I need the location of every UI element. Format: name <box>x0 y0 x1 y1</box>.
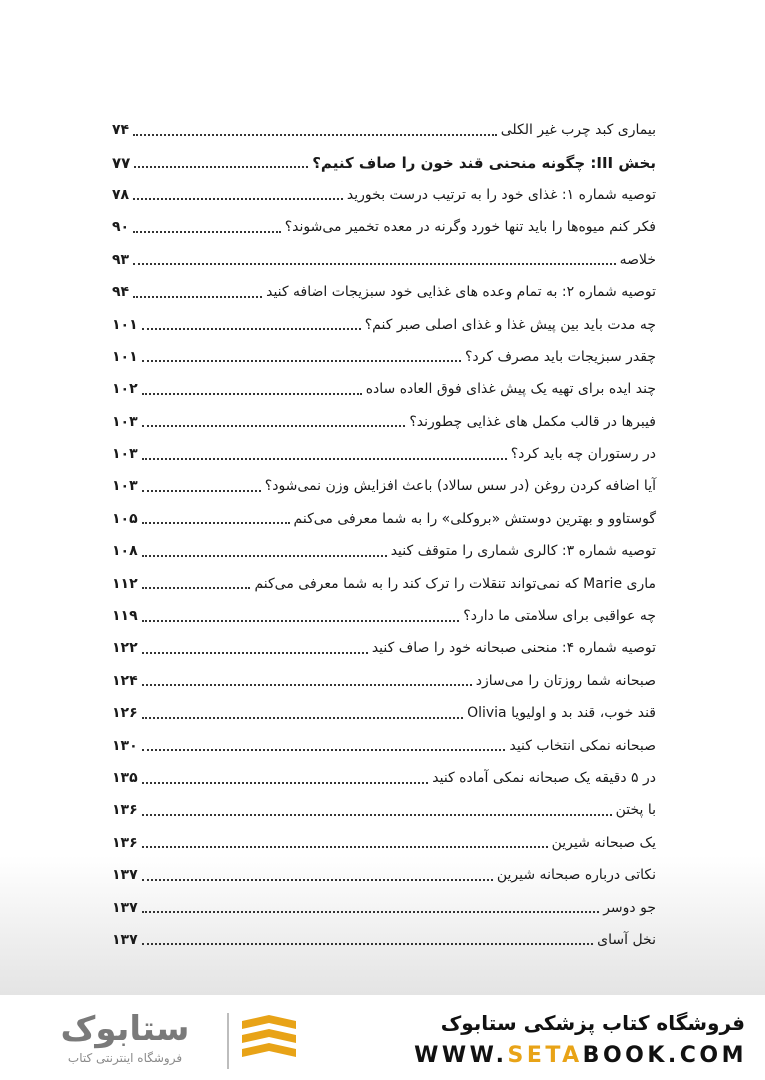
dot-leader <box>142 942 594 945</box>
toc-entry-page: ۱۰۸ <box>112 543 138 560</box>
toc-entry <box>112 406 656 438</box>
store-url: WWW.SETABOOK.COM <box>414 1043 747 1068</box>
dot-leader <box>142 716 463 719</box>
toc-entry <box>112 632 656 664</box>
toc-entry-title: یک صبحانه شیرین <box>551 834 656 851</box>
toc-entry-page: ۱۰۳ <box>112 446 138 463</box>
toc-entry <box>112 762 656 794</box>
dot-leader <box>142 327 361 330</box>
logo-subtitle: فروشگاه اینترنتی کتاب <box>67 1051 183 1065</box>
toc-entry-page: ۹۴ <box>112 284 130 301</box>
toc-entry-page: ۹۳ <box>112 251 130 268</box>
dot-leader <box>142 392 362 395</box>
toc-entry-title: توصیه شماره ۴: منحنی صبحانه خود را صاف کنید <box>371 640 656 657</box>
toc-entry-page: ۱۰۱ <box>112 348 138 365</box>
toc-entry <box>112 146 656 178</box>
toc-entry-page: ۷۴ <box>112 122 130 139</box>
toc-entry <box>112 729 656 761</box>
toc-entry-title: گوستاوو و بهترین دوستش «بروکلی» را به شما معرفی می‌کنم <box>293 510 656 527</box>
toc-entry <box>112 438 656 470</box>
toc-entry-page: ۷۷ <box>112 153 131 172</box>
toc-entry <box>112 827 656 859</box>
dot-leader <box>142 683 472 686</box>
dot-leader <box>142 521 290 524</box>
toc-entry-page: ۷۸ <box>112 186 130 203</box>
toc-entry-page: ۱۳۵ <box>112 770 138 786</box>
toc-entry-page: ۱۳۷ <box>112 931 138 948</box>
dot-leader <box>142 748 506 751</box>
dot-leader <box>142 554 387 557</box>
toc-entry-page: ۱۲۴ <box>112 672 138 689</box>
dot-leader <box>142 489 261 492</box>
toc-entry <box>112 924 656 956</box>
footer-banner <box>0 995 765 1080</box>
dot-leader <box>133 197 343 200</box>
dot-leader <box>133 295 262 298</box>
store-name: فروشگاه کتاب پزشکی ستابوک <box>440 1011 745 1035</box>
dot-leader <box>142 424 406 427</box>
dot-leader <box>133 262 616 265</box>
toc-entry-page: ۱۰۵ <box>112 510 138 527</box>
dot-leader <box>142 813 612 816</box>
toc-entry-page: ۱۳۶ <box>112 834 138 851</box>
toc-entry-page: ۱۳۶ <box>112 802 138 819</box>
dot-leader <box>133 230 281 233</box>
toc-entry-title: آیا اضافه کردن روغن (در سس سالاد) باعث افزایش وزن نمی‌شود؟ <box>264 478 656 495</box>
toc-entry-title: فیبرها در قالب مکمل های غذایی چطورند؟ <box>409 413 656 430</box>
toc-entry <box>112 114 656 146</box>
table-of-contents <box>112 114 656 956</box>
dot-leader <box>142 845 548 848</box>
toc-entry-title: جو دوسر <box>603 899 656 916</box>
toc-entry-title: نکاتی درباره صبحانه شیرین <box>496 867 656 884</box>
toc-entry-page: ۱۱۲ <box>112 575 138 592</box>
toc-entry-title: بیماری کبد چرب غیر الکلی <box>500 122 656 139</box>
toc-entry <box>112 600 656 632</box>
toc-entry <box>112 794 656 826</box>
toc-entry-title: در رستوران چه باید کرد؟ <box>510 446 656 463</box>
toc-entry-title: ماری Marie که نمی‌تواند تنقلات را ترک کند را به شما معرفی می‌کنم <box>254 575 656 592</box>
toc-entry <box>112 179 656 211</box>
toc-entry-title: چقدر سبزیجات باید مصرف کرد؟ <box>464 348 656 365</box>
toc-entry-title: چه مدت باید بین پیش غذا و غذای اصلی صبر کنم؟ <box>364 316 656 333</box>
toc-entry-title: توصیه شماره ۲: به تمام وعده های غذایی خود سبزیجات اضافه کنید <box>266 284 656 301</box>
toc-entry <box>112 567 656 599</box>
toc-entry-title: صبحانه شما روزتان را می‌سازد <box>475 672 656 689</box>
toc-entry-title: با پختن <box>615 802 656 819</box>
toc-entry-title: توصیه شماره ۳: کالری شماری را متوقف کنید <box>390 543 656 560</box>
toc-entry-title: چه عواقبی برای سلامتی ما دارد؟ <box>463 608 656 625</box>
toc-entry <box>112 373 656 405</box>
toc-entry <box>112 697 656 729</box>
toc-entry-page: ۱۳۰ <box>112 737 138 754</box>
toc-entry-title: صبحانه نمکی انتخاب کنید <box>509 737 656 754</box>
toc-entry <box>112 308 656 340</box>
toc-entry-page: ۱۰۳ <box>112 478 138 495</box>
dot-leader <box>142 910 600 913</box>
toc-entry-title: نخل آسای <box>597 931 656 948</box>
toc-entry <box>112 535 656 567</box>
toc-entry-page: ۱۳۷ <box>112 899 138 916</box>
dot-leader <box>142 619 460 622</box>
toc-entry-page: ۱۳۷ <box>112 867 138 884</box>
dot-leader <box>142 651 368 654</box>
dot-leader <box>134 165 308 168</box>
logo-wordmark: ستابوک <box>60 1009 190 1049</box>
store-logo <box>30 1009 300 1071</box>
toc-entry-page: ۱۰۲ <box>112 381 138 398</box>
toc-entry <box>112 859 656 891</box>
toc-entry-title: فکر کنم میوه‌ها را باید تنها خورد وگرنه در معده تخمیر می‌شوند؟ <box>284 219 656 236</box>
toc-entry <box>112 665 656 697</box>
toc-entry-title: در ۵ دقیقه یک صبحانه نمکی آماده کنید <box>432 770 656 786</box>
toc-entry <box>112 276 656 308</box>
toc-entry <box>112 470 656 502</box>
dot-leader <box>133 133 497 136</box>
toc-entry-title: خلاصه <box>619 251 656 268</box>
dot-leader <box>142 878 493 881</box>
toc-entry <box>112 341 656 373</box>
toc-entry <box>112 244 656 276</box>
toc-entry <box>112 891 656 923</box>
toc-entry-page: ۹۰ <box>112 219 130 236</box>
stacked-books-icon <box>242 1015 296 1065</box>
dot-leader <box>142 359 461 362</box>
toc-entry <box>112 211 656 243</box>
dot-leader <box>142 457 507 460</box>
toc-entry-page: ۱۲۲ <box>112 640 138 657</box>
toc-entry-page: ۱۰۱ <box>112 316 138 333</box>
toc-entry-title: بخش III: چگونه منحنی قند خون را صاف کنیم؟ <box>312 153 656 172</box>
toc-entry <box>112 503 656 535</box>
logo-divider <box>227 1013 229 1069</box>
toc-entry-title: قند خوب، قند بد و اولیویا Olivia <box>467 705 656 722</box>
toc-entry-page: ۱۲۶ <box>112 705 138 722</box>
toc-entry-page: ۱۰۳ <box>112 413 138 430</box>
toc-entry-title: چند ایده برای تهیه یک پیش غذای فوق العاده ساده <box>365 381 656 398</box>
toc-entry-page: ۱۱۹ <box>112 608 138 625</box>
dot-leader <box>142 781 429 784</box>
toc-entry-title: توصیه شماره ۱: غذای خود را به ترتیب درست بخورید <box>346 186 656 203</box>
dot-leader <box>142 586 251 589</box>
